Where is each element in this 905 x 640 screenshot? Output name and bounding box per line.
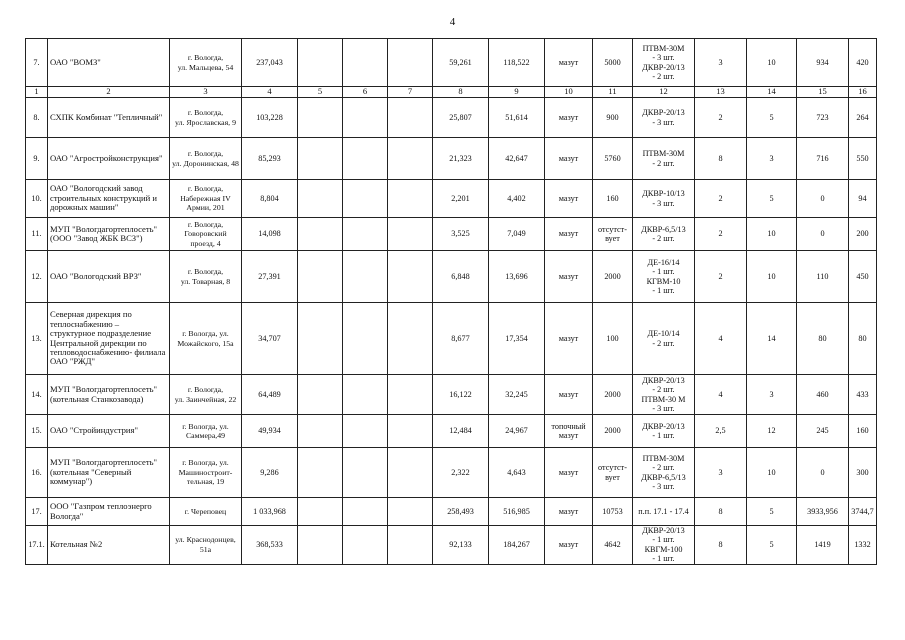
cell-c4: 9,286 — [242, 448, 298, 498]
cell-boilers: ДКВР-10/13 - 3 шт. — [633, 180, 695, 218]
cell-fuel: топочный мазут — [545, 415, 593, 448]
cell-c8: 258,493 — [433, 498, 489, 526]
cell-c13: 2 — [695, 98, 747, 138]
cell-c15: 0 — [797, 218, 849, 251]
cell-c13: 8 — [695, 138, 747, 180]
cell-c4: 27,391 — [242, 251, 298, 303]
cell-addr: ул. Краснодонцев, 51а — [170, 526, 242, 565]
cell-c7 — [388, 138, 433, 180]
cell-c16: 160 — [849, 415, 877, 448]
cell-boilers: п.п. 17.1 - 17.4 — [633, 498, 695, 526]
cell-c11: отсутст- вует — [593, 448, 633, 498]
table-row — [26, 39, 877, 87]
cell-c14: 10 — [747, 218, 797, 251]
cell-c15: 110 — [797, 251, 849, 303]
cell-addr: г. Вологда, ул. Саммера,49 — [170, 415, 242, 448]
data-table — [25, 38, 877, 565]
cell-c13: 2 — [695, 251, 747, 303]
cell-fuel: мазут — [545, 375, 593, 415]
cell-c13: 2 — [695, 180, 747, 218]
column-number: 1 — [26, 87, 48, 98]
column-number: 11 — [593, 87, 633, 98]
cell-c9: 184,267 — [489, 526, 545, 565]
column-number: 12 — [633, 87, 695, 98]
cell-num: 15. — [26, 415, 48, 448]
cell-c4: 49,934 — [242, 415, 298, 448]
cell-c14: 3 — [747, 138, 797, 180]
cell-c8: 8,677 — [433, 303, 489, 375]
cell-c15: 460 — [797, 375, 849, 415]
column-number: 15 — [797, 87, 849, 98]
cell-addr: г. Вологда, ул. Заинчейная, 22 — [170, 375, 242, 415]
cell-addr: г. Вологда, ул. Доронинская, 48 — [170, 138, 242, 180]
cell-boilers: ДКВР-20/13 - 1 шт. — [633, 415, 695, 448]
cell-num: 9. — [26, 138, 48, 180]
cell-c15: 0 — [797, 448, 849, 498]
cell-addr: г. Череповец — [170, 498, 242, 526]
cell-c16: 550 — [849, 138, 877, 180]
cell-c16: 300 — [849, 448, 877, 498]
cell-c14: 3 — [747, 375, 797, 415]
cell-c13: 2,5 — [695, 415, 747, 448]
column-number: 8 — [433, 87, 489, 98]
cell-fuel: мазут — [545, 498, 593, 526]
cell-name: МУП "Вологдагортеплосеть" (котельная Станкозавода) — [48, 375, 170, 415]
cell-num: 16. — [26, 448, 48, 498]
cell-c7 — [388, 415, 433, 448]
table-row — [26, 375, 877, 415]
cell-boilers: ДКВР-20/13 - 2 шт. ПТВМ-30 М - 3 шт. — [633, 375, 695, 415]
cell-name: МУП "Вологдагортеплосеть" (котельная "Северный коммунар") — [48, 448, 170, 498]
cell-c6 — [343, 138, 388, 180]
cell-c6 — [343, 498, 388, 526]
cell-c8: 6,848 — [433, 251, 489, 303]
cell-c13: 3 — [695, 39, 747, 87]
cell-c14: 10 — [747, 39, 797, 87]
cell-fuel: мазут — [545, 138, 593, 180]
cell-c4: 85,293 — [242, 138, 298, 180]
cell-c13: 8 — [695, 498, 747, 526]
cell-c15: 245 — [797, 415, 849, 448]
cell-fuel: мазут — [545, 218, 593, 251]
cell-c4: 64,489 — [242, 375, 298, 415]
cell-boilers: ПТВМ-30М - 2 шт. — [633, 138, 695, 180]
table-row — [26, 138, 877, 180]
cell-c4: 14,098 — [242, 218, 298, 251]
cell-name: Котельная №2 — [48, 526, 170, 565]
cell-c13: 2 — [695, 218, 747, 251]
column-number: 6 — [343, 87, 388, 98]
cell-c11: 2000 — [593, 415, 633, 448]
cell-c7 — [388, 39, 433, 87]
cell-c7 — [388, 375, 433, 415]
cell-c14: 5 — [747, 180, 797, 218]
cell-c9: 118,522 — [489, 39, 545, 87]
cell-boilers: ДЕ-16/14 - 1 шт. КГВМ-10 - 1 шт. — [633, 251, 695, 303]
cell-name: ОАО "Стройиндустрия" — [48, 415, 170, 448]
cell-c15: 723 — [797, 98, 849, 138]
cell-c6 — [343, 526, 388, 565]
cell-name: Северная дирекция по теплоснабжению – структурное подразделение Центральной дирекции по тепловодоснабжению- филиала ОАО "РЖД" — [48, 303, 170, 375]
cell-c4: 34,707 — [242, 303, 298, 375]
column-number: 9 — [489, 87, 545, 98]
column-number-row — [26, 87, 877, 98]
column-number: 14 — [747, 87, 797, 98]
cell-c9: 13,696 — [489, 251, 545, 303]
cell-addr: г. Вологда, ул. Товарная, 8 — [170, 251, 242, 303]
cell-c8: 2,322 — [433, 448, 489, 498]
cell-fuel: мазут — [545, 39, 593, 87]
cell-c5 — [298, 98, 343, 138]
cell-c8: 12,484 — [433, 415, 489, 448]
cell-c15: 934 — [797, 39, 849, 87]
column-number: 7 — [388, 87, 433, 98]
cell-c15: 0 — [797, 180, 849, 218]
table-row — [26, 448, 877, 498]
cell-c9: 4,402 — [489, 180, 545, 218]
cell-c9: 516,985 — [489, 498, 545, 526]
cell-c5 — [298, 498, 343, 526]
cell-boilers: ДКВР-6,5/13 - 2 шт. — [633, 218, 695, 251]
cell-num: 13. — [26, 303, 48, 375]
cell-c15: 716 — [797, 138, 849, 180]
table-row — [26, 526, 877, 565]
cell-boilers: ДКВР-20/13 - 1 шт. КВГМ-100 - 1 шт. — [633, 526, 695, 565]
cell-name: ООО "Газпром теплоэнерго Вологда" — [48, 498, 170, 526]
cell-c5 — [298, 303, 343, 375]
table-row — [26, 498, 877, 526]
cell-c16: 80 — [849, 303, 877, 375]
cell-c11: 100 — [593, 303, 633, 375]
cell-c11: 900 — [593, 98, 633, 138]
cell-name: МУП "Вологдагортеплосеть" (ООО "Завод ЖБК ВСЗ") — [48, 218, 170, 251]
cell-addr: г. Вологда, Набережная IV Армии, 201 — [170, 180, 242, 218]
cell-c9: 24,967 — [489, 415, 545, 448]
cell-c8: 3,525 — [433, 218, 489, 251]
table-row — [26, 303, 877, 375]
cell-fuel: мазут — [545, 251, 593, 303]
cell-c8: 92,133 — [433, 526, 489, 565]
table-row — [26, 218, 877, 251]
cell-c9: 42,647 — [489, 138, 545, 180]
cell-c6 — [343, 448, 388, 498]
cell-c5 — [298, 375, 343, 415]
cell-name: СХПК Комбинат "Тепличный" — [48, 98, 170, 138]
cell-boilers: ПТВМ-30М - 3 шт. ДКВР-20/13 - 2 шт. — [633, 39, 695, 87]
table-row — [26, 251, 877, 303]
cell-c11: отсутст- вует — [593, 218, 633, 251]
table-row — [26, 98, 877, 138]
column-number: 2 — [48, 87, 170, 98]
cell-c16: 433 — [849, 375, 877, 415]
cell-fuel: мазут — [545, 526, 593, 565]
cell-c9: 7,049 — [489, 218, 545, 251]
cell-num: 14. — [26, 375, 48, 415]
cell-c13: 8 — [695, 526, 747, 565]
cell-num: 10. — [26, 180, 48, 218]
cell-c16: 450 — [849, 251, 877, 303]
cell-c16: 264 — [849, 98, 877, 138]
column-number: 10 — [545, 87, 593, 98]
cell-c6 — [343, 303, 388, 375]
cell-c4: 368,533 — [242, 526, 298, 565]
cell-fuel: мазут — [545, 98, 593, 138]
cell-c11: 2000 — [593, 375, 633, 415]
cell-c15: 3933,956 — [797, 498, 849, 526]
cell-c13: 4 — [695, 303, 747, 375]
cell-c6 — [343, 98, 388, 138]
cell-c11: 2000 — [593, 251, 633, 303]
page-number: 4 — [449, 16, 456, 28]
cell-c4: 103,228 — [242, 98, 298, 138]
cell-c16: 200 — [849, 218, 877, 251]
cell-c11: 160 — [593, 180, 633, 218]
cell-c9: 32,245 — [489, 375, 545, 415]
column-number: 13 — [695, 87, 747, 98]
cell-c16: 420 — [849, 39, 877, 87]
cell-c6 — [343, 218, 388, 251]
cell-c6 — [343, 251, 388, 303]
cell-boilers: ДКВР-20/13 - 3 шт. — [633, 98, 695, 138]
cell-c7 — [388, 180, 433, 218]
cell-c5 — [298, 526, 343, 565]
column-number: 16 — [849, 87, 877, 98]
cell-c7 — [388, 498, 433, 526]
cell-c4: 237,043 — [242, 39, 298, 87]
cell-c15: 80 — [797, 303, 849, 375]
cell-boilers: ДЕ-10/14 - 2 шт. — [633, 303, 695, 375]
cell-c7 — [388, 303, 433, 375]
cell-c7 — [388, 218, 433, 251]
table-row — [26, 180, 877, 218]
cell-c11: 10753 — [593, 498, 633, 526]
cell-c8: 59,261 — [433, 39, 489, 87]
cell-c14: 5 — [747, 98, 797, 138]
cell-c8: 21,323 — [433, 138, 489, 180]
cell-c16: 1332 — [849, 526, 877, 565]
cell-c11: 4642 — [593, 526, 633, 565]
cell-name: ОАО "ВОМЗ" — [48, 39, 170, 87]
cell-c11: 5000 — [593, 39, 633, 87]
cell-addr: г. Вологда, ул. Ярославская, 9 — [170, 98, 242, 138]
cell-fuel: мазут — [545, 180, 593, 218]
cell-c5 — [298, 218, 343, 251]
cell-c14: 5 — [747, 526, 797, 565]
cell-c7 — [388, 251, 433, 303]
cell-fuel: мазут — [545, 448, 593, 498]
cell-c5 — [298, 39, 343, 87]
cell-name: ОАО "Агростройконструкция" — [48, 138, 170, 180]
cell-boilers: ПТВМ-30М - 2 шт. ДКВР-6,5/13 - 3 шт. — [633, 448, 695, 498]
cell-c14: 12 — [747, 415, 797, 448]
cell-c15: 1419 — [797, 526, 849, 565]
cell-addr: г. Вологда, ул. Можайского, 15а — [170, 303, 242, 375]
cell-c13: 4 — [695, 375, 747, 415]
cell-c5 — [298, 138, 343, 180]
column-number: 3 — [170, 87, 242, 98]
cell-c7 — [388, 526, 433, 565]
cell-c16: 3744,7 — [849, 498, 877, 526]
cell-c8: 2,201 — [433, 180, 489, 218]
cell-c5 — [298, 180, 343, 218]
cell-c9: 51,614 — [489, 98, 545, 138]
cell-addr: г. Вологда, ул. Машиностроит- тельная, 19 — [170, 448, 242, 498]
cell-c6 — [343, 415, 388, 448]
cell-addr: г. Вологда, ул. Мальцева, 54 — [170, 39, 242, 87]
cell-c14: 10 — [747, 251, 797, 303]
cell-c9: 17,354 — [489, 303, 545, 375]
cell-num: 17.1. — [26, 526, 48, 565]
cell-c14: 10 — [747, 448, 797, 498]
cell-num: 12. — [26, 251, 48, 303]
cell-c13: 3 — [695, 448, 747, 498]
cell-c7 — [388, 98, 433, 138]
cell-c8: 25,807 — [433, 98, 489, 138]
cell-addr: г. Вологда, Говоровский проезд, 4 — [170, 218, 242, 251]
cell-c4: 1 033,968 — [242, 498, 298, 526]
cell-c5 — [298, 448, 343, 498]
column-number: 4 — [242, 87, 298, 98]
column-number: 5 — [298, 87, 343, 98]
cell-fuel: мазут — [545, 303, 593, 375]
cell-c8: 16,122 — [433, 375, 489, 415]
cell-num: 11. — [26, 218, 48, 251]
cell-num: 7. — [26, 39, 48, 87]
cell-c14: 14 — [747, 303, 797, 375]
cell-c5 — [298, 251, 343, 303]
cell-name: ОАО "Вологодский ВРЗ" — [48, 251, 170, 303]
cell-c14: 5 — [747, 498, 797, 526]
cell-c7 — [388, 448, 433, 498]
table-row — [26, 415, 877, 448]
cell-c6 — [343, 375, 388, 415]
cell-c6 — [343, 39, 388, 87]
cell-c5 — [298, 415, 343, 448]
cell-c11: 5760 — [593, 138, 633, 180]
cell-c4: 8,804 — [242, 180, 298, 218]
cell-c16: 94 — [849, 180, 877, 218]
cell-num: 17. — [26, 498, 48, 526]
cell-c6 — [343, 180, 388, 218]
cell-c9: 4,643 — [489, 448, 545, 498]
cell-num: 8. — [26, 98, 48, 138]
cell-name: ОАО "Вологодский завод строительных конструкций и дорожных машин" — [48, 180, 170, 218]
